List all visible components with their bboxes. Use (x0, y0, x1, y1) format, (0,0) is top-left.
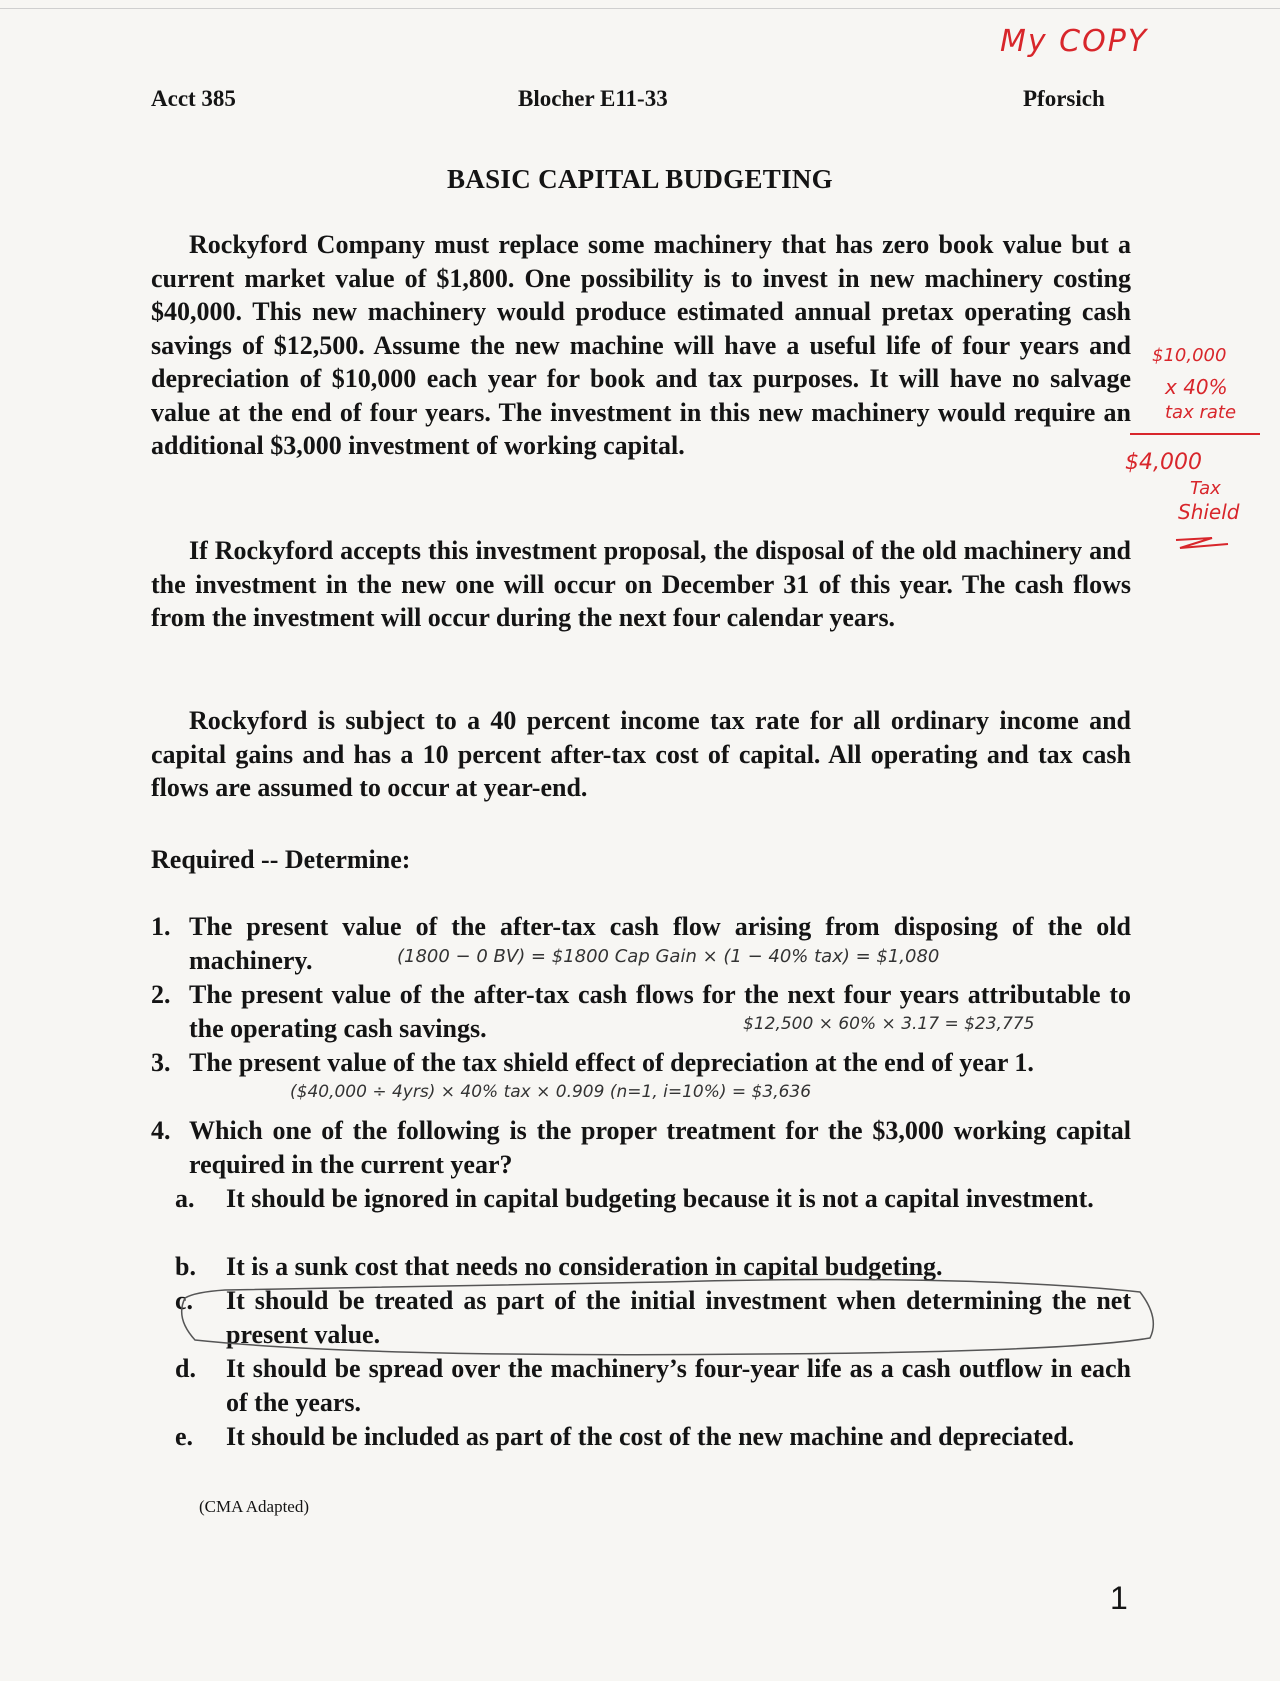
margin-note-label-shield: Shield (1178, 500, 1240, 524)
page-title: BASIC CAPITAL BUDGETING (447, 164, 833, 194)
question-1 (151, 910, 1131, 980)
option-letter: c. (175, 1286, 194, 1315)
option-letter: e. (175, 1422, 194, 1451)
paragraph-2: If Rockyford accepts this investment proposal, the disposal of the old machinery and the investment in the new one will occur on December 31 of this year. The cash flows from the investment will occur during the next four calendar years. (151, 536, 1131, 632)
option-text: It should be included as part of the cost of the new machine and depreciated. (226, 1422, 1075, 1451)
option-text: It should be ignored in capital budgeting because it is not a capital investment. (226, 1184, 1094, 1213)
option-a (175, 1182, 1131, 1252)
source-note: (CMA Adapted) (199, 1497, 310, 1516)
scan-edge-line (0, 8, 1280, 9)
margin-note-label-tax: Tax (1190, 478, 1221, 499)
problem-reference: Blocher E11-33 (518, 86, 668, 111)
question-2-handwritten-answer: $12,500 × 60% × 3.17 = $23,775 (743, 1014, 1035, 1034)
question-number: 4. (151, 1116, 171, 1145)
question-2 (151, 978, 1131, 1048)
option-letter: b. (175, 1252, 196, 1281)
question-3-handwritten-answer: ($40,000 ÷ 4yrs) × 40% tax × 0.909 (n=1, i=10%) = $3,636 (290, 1082, 812, 1102)
paragraph-3: Rockyford is subject to a 40 percent income tax rate for all ordinary income and capital gains and has a 10 percent after-tax cost of capital. All operating and tax cash flows are assumed to occur at year-end. (151, 706, 1131, 802)
option-letter: a. (175, 1184, 195, 1213)
margin-note-squiggle (1172, 532, 1232, 552)
margin-note-rate: x 40% (1165, 375, 1228, 399)
margin-note-amount: $10,000 (1152, 345, 1227, 366)
question-4 (151, 1114, 1131, 1184)
question-number: 2. (151, 980, 171, 1009)
page-number: 1 (1110, 1580, 1128, 1616)
my-copy-stamp: My COPY (1000, 24, 1149, 59)
instructor-name: Pforsich (1023, 86, 1105, 111)
option-text: It should be spread over the machinery’s four-year life as a cash outflow in each of the years. (226, 1354, 1131, 1417)
paragraph-1: Rockyford Company must replace some machinery that has zero book value but a current market value of $1,800. One possibility is to invest in new machinery costing $40,000. This new machinery would produce estimated annual pretax operating cash savings of $12,500. Assume the new machine will have a useful life of four years and depreciation of $10,000 each year for book and tax purposes. It will have no salvage value at the end of four years. The investment in this new machinery would require an additional $3,000 investment of working capital. (151, 230, 1131, 460)
required-label: Required -- Determine: (151, 845, 411, 874)
question-text: The present value of the after-tax cash flows for the next four years attributable to the operating cash savings. (189, 980, 1131, 1043)
margin-note-underline (1130, 433, 1260, 435)
question-3 (151, 1046, 1131, 1116)
option-letter: d. (175, 1354, 196, 1383)
question-number: 1. (151, 912, 171, 941)
option-text: It is a sunk cost that needs no consideration in capital budgeting. (226, 1252, 943, 1281)
question-text: The present value of the tax shield effect of depreciation at the end of year 1. (189, 1048, 1034, 1077)
option-d (175, 1352, 1131, 1422)
question-text: Which one of the following is the proper treatment for the $3,000 working capital required in the current year? (189, 1116, 1131, 1179)
margin-note-rate-label: tax rate (1165, 402, 1237, 423)
option-e (175, 1420, 1131, 1490)
margin-note-result: $4,000 (1125, 450, 1202, 475)
option-text: It should be treated as part of the initial investment when determining the net present value. (226, 1286, 1131, 1349)
question-1-handwritten-answer: (1800 − 0 BV) = $1800 Cap Gain × (1 − 40% tax) = $1,080 (397, 946, 940, 967)
course-code: Acct 385 (151, 86, 236, 111)
question-number: 3. (151, 1048, 171, 1077)
question-text: The present value of the after-tax cash flow arising from disposing of the old machinery. (189, 912, 1131, 975)
